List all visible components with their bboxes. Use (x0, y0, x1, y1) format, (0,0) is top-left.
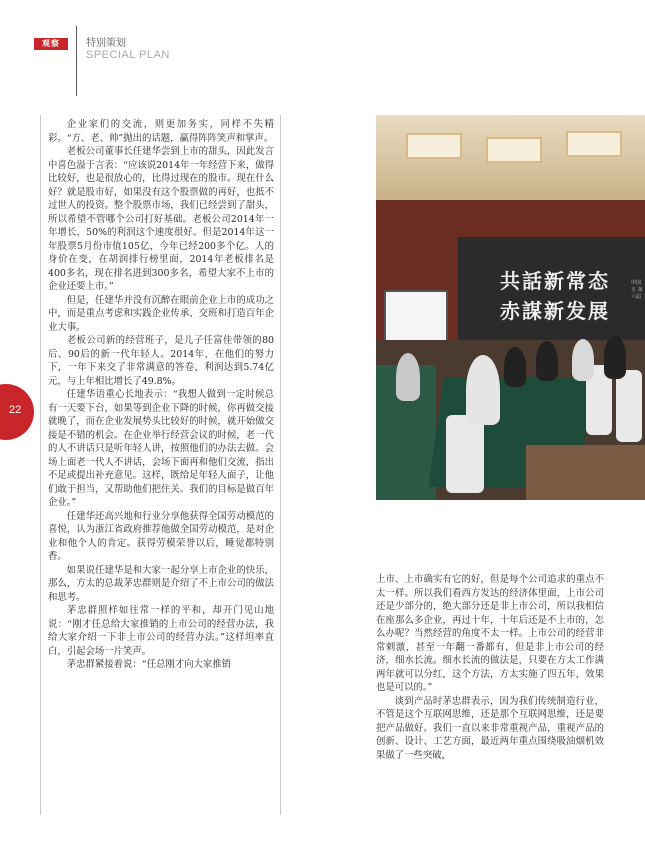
paragraph: 老板公司新的经营班子，是儿子任富佳带领的80后、90后的新一代年轻人。2014年，在他们的努力下，一年下来交了非常满意的答卷，利润达到5.74亿元，与上年相比增长了49.8%。 (48, 335, 274, 387)
ceiling-light (406, 133, 462, 159)
person (504, 347, 526, 387)
chair (616, 370, 642, 442)
person (466, 355, 500, 425)
backdrop-slogan-2: 赤謀新发展 (500, 299, 610, 323)
header-divider (76, 26, 77, 96)
page-number: 22 (9, 404, 22, 416)
conference-photo (376, 115, 645, 500)
chair (446, 415, 484, 493)
person (536, 341, 558, 381)
article-left-column (48, 118, 274, 672)
backdrop-small-text: 中国五 第六届 (631, 280, 643, 300)
person (396, 353, 420, 401)
person (604, 335, 626, 379)
paragraph: 茅忠群照样如往常一样的平和，却开门见山地说：“刚才任总给大家推销的上市公司的经营办法，我给大家介绍一下非上市公司的经营办法。”这样坦率直白，引起会场一片笑声。 (48, 605, 274, 657)
ceiling-light (486, 137, 542, 163)
paragraph: 谈到产品时茅忠群表示，因为我们传统制造行业，不管是这个互联网思维，还是那个互联网思维，还是要把产品做好。我们一直以来非常重视产品，重视产品的创新、设计、工艺方面，最近两年重点围绕吸油烟机效果做了一些突破， (376, 695, 604, 761)
paragraph: 老板公司董事长任建华尝到上市的甜头，因此发言中喜色溢于言表：“应该说2014年一年经营下来，做得比较好，也是很放心的，比得过现在的股市。现在什么好？就是股市好，如果没有这个股票做的再好，也抵不过世人的投资。整个股票市场，我们已经尝到了甜头，所以希望不管哪个公司打好基础。老板公司2014年一年增长，50%的利润这个速度很好。但是2014年这一年股票5月份市值105亿，今年已经200多个亿。人的身价在变，在胡润排行榜里面，2014年老板排名是400多名，现在排名进到300多名，希望大家不上市的企业还要上市。” (48, 146, 274, 292)
backdrop-slogan-1: 共話新常态 (500, 269, 610, 293)
paragraph: 企业家们的交流，则更加务实，同样不失精彩。“方、老、帅”抛出的话题，赢得阵阵笑声和掌声。 (48, 119, 274, 144)
article-right-column (376, 573, 604, 762)
middle-column-rule (280, 115, 281, 815)
paragraph: 任建华还高兴地和行业分享他获得全国劳动模范的喜悦，认为浙江省政府推荐他做全国劳动模范，是对企业和他个人的肯定。获得劳模荣誉以后，睡觉都特别香。 (48, 510, 274, 562)
person (572, 339, 594, 381)
paragraph: 上市、上市确实有它的好，但是每个公司追求的重点不太一样。所以我们看西方发达的经济体里面，上市公司还是少部分的，绝大部分还是非上市公司，所以我相信在座那么多企业，再过十年，十年后还是不上市的，怎么办呢？当然经营的角度不太一样。上市公司的经营非常刺激，甚至一年翻一番都有，但是非上市公司的经济，细水长流。细水长流的做法是，只要在方太工作满两年就可以分红，这个方法，方太实施了四五年，效果也是可以的。” (376, 574, 604, 693)
paragraph: 如果说任建华是和大家一起分享上市企业的快乐，那么，方太的总裁茅忠群则是介绍了不上市公司的做法和思考。 (48, 564, 274, 603)
paragraph: 任建华语重心长地表示：“我想人做到一定时候总有一天要下台，如果等到企业下降的时候，你再做交接就晚了，而在企业发展势头比较好的时候，就开始做交接是不错的机会。在企业举行经营会议的时候，老一代的人不讲话只是听年轻人讲，按照他们的办法去做。会场上面老一代人不讲话，会场下面再和他们交流，指出不足或提出补充意见。这样，既给足年轻人面子，让他们敢于担当，又帮助他们把住关。我们的目标是做百年企业。” (48, 389, 274, 508)
section-title-en: SPECIAL PLAN (86, 49, 170, 61)
paragraph: 茅忠群紧接着说：“任总刚才向大家推销 (66, 659, 231, 670)
paragraph: 但是，任建华并没有沉醉在眼前企业上市的成功之中，而是重点考虑和实践企业传承、交班和打造百年企业大事。 (48, 294, 274, 333)
rug (526, 445, 645, 500)
left-column-rule (40, 115, 41, 815)
section-tag: 观察 (34, 38, 68, 50)
ceiling-light (566, 131, 622, 157)
section-title-cn: 特别策划 (86, 38, 126, 49)
